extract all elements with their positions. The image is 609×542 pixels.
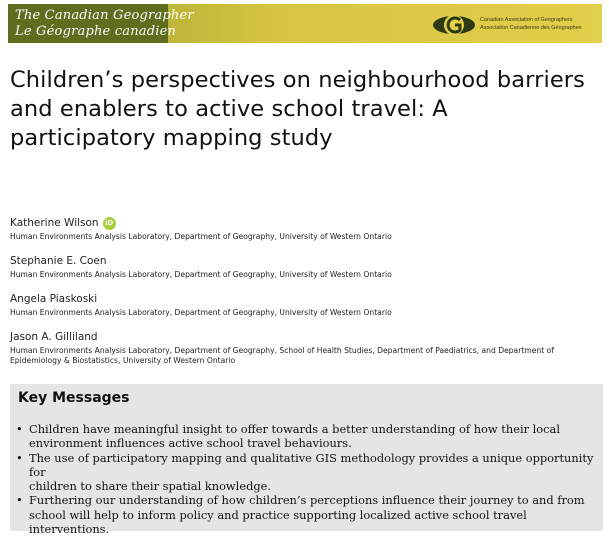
key-messages-list [16, 422, 596, 536]
list-item [16, 493, 596, 536]
bullet-icon: • [16, 422, 23, 436]
message-line: children to share their spatial knowledge. [29, 479, 272, 494]
author-affiliation: Human Environments Analysis Laboratory, Department of Geography, University of Western Ontario [10, 270, 392, 279]
affiliation-line: Epidemiology & Biostatistics, University of Western Ontario [10, 356, 236, 365]
bullet-icon: • [16, 493, 23, 508]
affiliation-line: Human Environments Analysis Laboratory, Department of Geography, School of Health Studies, Department of Paediatrics, and Department of [10, 346, 554, 355]
author-name: Stephanie E. Coen [10, 255, 107, 267]
author-affiliation: Human Environments Analysis Laboratory, Department of Geography, University of Western Ontario [10, 232, 392, 241]
list-item [16, 422, 596, 451]
author-block [10, 292, 600, 318]
message-line: environment influences active school travel behaviours. [29, 436, 352, 451]
key-messages-box [10, 384, 603, 537]
author-name-row [10, 292, 600, 306]
author-name-row [10, 254, 600, 268]
author-block [10, 330, 600, 366]
author-name-row [10, 330, 600, 344]
author-block [10, 254, 600, 280]
author-name: Jason A. Gilliland [10, 331, 98, 343]
org-name-english: Canadian Association of Geographers [480, 17, 573, 23]
author-name-row [10, 216, 600, 230]
message-line: Children have meaningful insight to offer towards a better understanding of how their local [29, 422, 560, 436]
journal-banner [8, 4, 602, 43]
list-item [16, 451, 596, 494]
author-name: Katherine Wilson [10, 217, 99, 229]
author-name: Angela Piaskoski [10, 293, 98, 305]
bullet-icon: • [16, 450, 23, 465]
message-line: Furthering our understanding of how children’s perceptions influence their journey to and from [29, 493, 585, 508]
message-line: interventions. [29, 522, 110, 537]
message-line: school will help to inform policy and practice supporting localized active school travel [29, 507, 527, 522]
journal-title-french: Le Géographe canadien [15, 24, 177, 39]
author-affiliation [10, 346, 600, 366]
article-title: Children’s perspectives on neighbourhood barriers and enablers to active school travel: A participatory mapping study [10, 67, 585, 151]
key-messages-heading: Key Messages [18, 390, 130, 406]
cag-logo-icon [432, 12, 476, 38]
author-block [10, 216, 600, 242]
journal-title-english: The Canadian Geographer [15, 8, 194, 23]
message-line: The use of participatory mapping and qualitative GIS methodology provides a unique opportunity for [29, 450, 594, 479]
author-affiliation: Human Environments Analysis Laboratory, Department of Geography, University of Western Ontario [10, 308, 392, 317]
orcid-icon[interactable]: iD [103, 217, 116, 230]
org-name-french: Association Canadienne des Géographes [480, 25, 582, 31]
